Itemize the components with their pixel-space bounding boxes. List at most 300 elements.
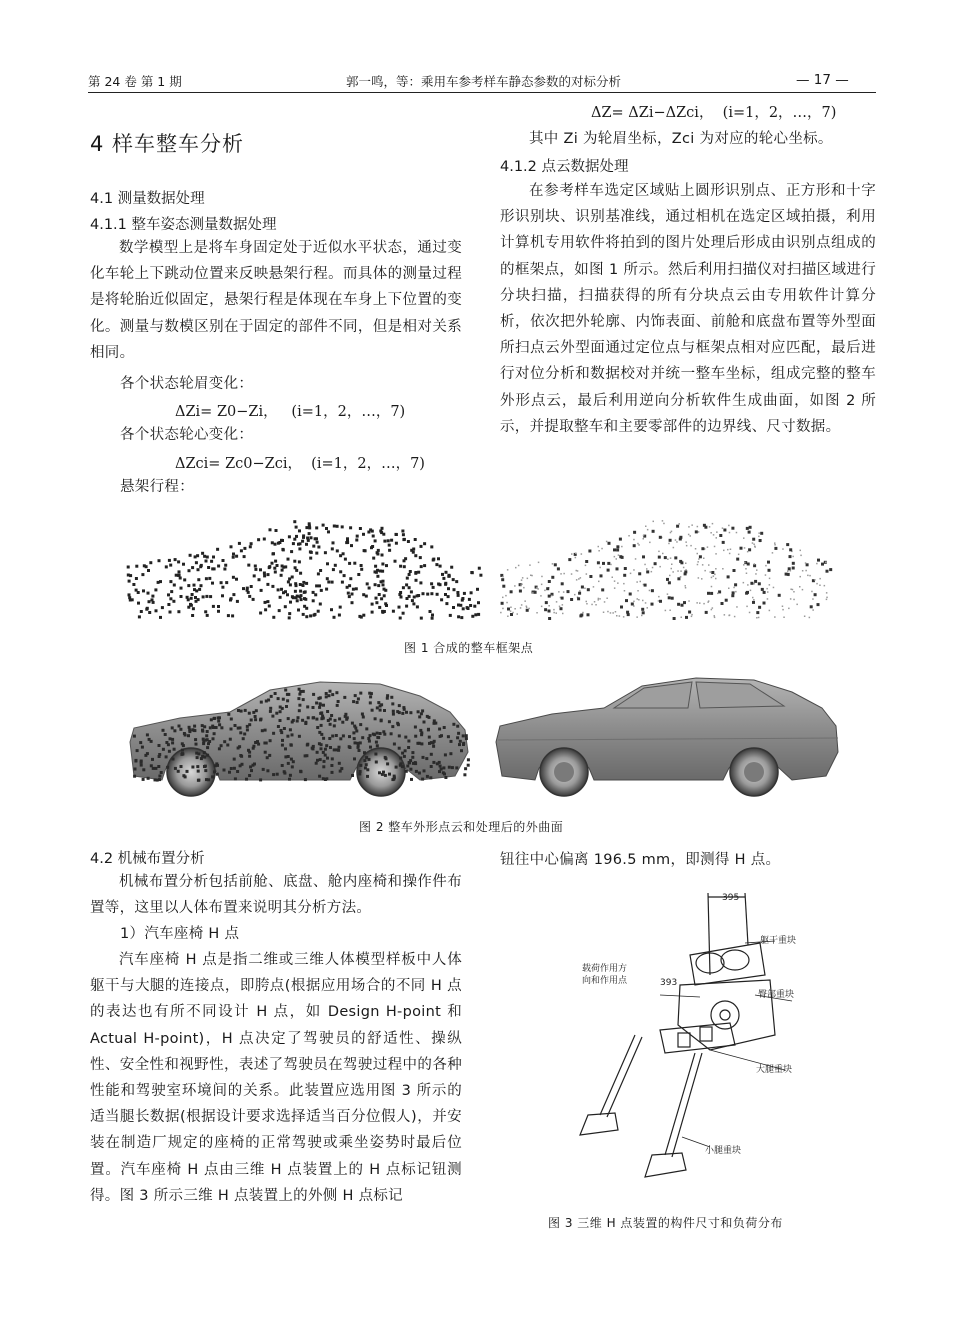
cloud-point	[166, 766, 169, 769]
frame-point	[190, 604, 193, 607]
frame-point	[412, 551, 415, 554]
cloud-point	[460, 749, 463, 752]
frame-point	[467, 607, 470, 610]
frame-point	[715, 568, 717, 570]
frame-point	[671, 564, 673, 566]
frame-point	[616, 567, 619, 570]
frame-point	[210, 560, 213, 563]
frame-point	[456, 591, 459, 594]
frame-point	[531, 575, 533, 577]
frame-point	[502, 597, 504, 599]
cloud-point	[283, 772, 286, 775]
frame-point	[670, 557, 672, 559]
frame-point	[457, 615, 460, 618]
frame-point	[789, 555, 792, 558]
frame-point	[452, 606, 455, 609]
frame-point	[178, 574, 181, 577]
frame-point	[651, 571, 653, 573]
frame-point	[408, 573, 411, 576]
cloud-point	[158, 744, 161, 747]
frame-point	[582, 612, 584, 614]
cloud-point	[359, 692, 362, 695]
frame-point	[351, 593, 354, 596]
frame-point	[633, 569, 635, 571]
cloud-point	[405, 770, 408, 773]
frame-point	[816, 563, 818, 565]
frame-point	[575, 553, 577, 555]
cloud-point	[181, 749, 184, 752]
frame-point	[268, 565, 271, 568]
cloud-point	[250, 719, 253, 722]
point-cloud-car	[130, 682, 470, 796]
frame-point	[560, 573, 562, 575]
frame-point	[296, 595, 299, 598]
section-4-1-title: 4.1 测量数据处理	[90, 191, 205, 207]
frame-point	[788, 567, 791, 570]
frame-point	[453, 588, 456, 591]
frame-point	[598, 550, 600, 552]
frame-point	[250, 542, 253, 545]
frame-point	[537, 588, 539, 590]
cloud-point	[206, 738, 209, 741]
cloud-point	[333, 724, 336, 727]
frame-point	[295, 535, 298, 538]
cloud-point	[254, 741, 257, 744]
thigh-weight-label: 大腿重块	[756, 1065, 793, 1075]
frame-point	[558, 591, 560, 593]
frame-point	[729, 553, 731, 555]
frame-point	[749, 612, 751, 614]
cloud-point	[336, 704, 339, 707]
cloud-point	[420, 712, 423, 715]
cloud-point	[439, 765, 442, 768]
cloud-point	[340, 767, 343, 770]
point-cloud-paragraph: 在参考样车选定区域贴上圆形识别点、正方形和十字形识别块、识别基准线，通过相机在选定区域拍摄，利用计算机专用软件将拍到的图片处理后形成由识别点组成的的框架点，如图 1 所示。然后利用扫描仪对扫描区域进行分块扫描，扫描获得的所有分块点云由专用软件计算分析，依次把外轮廓、内饰表面、前舱和底盘布置等外型面所扫点云外型面通过定位点与框架点相对应匹配，最后进行对位分析和数据校对并统一整车坐标，组成完整的整车外形点云，最后利用逆向分析软件生成曲面，如图 2 所示，并提取整车和主要零部件的边界线、尺寸数据。	[500, 183, 876, 435]
cloud-point	[415, 770, 418, 773]
cloud-point	[421, 709, 424, 712]
frame-point	[178, 570, 181, 573]
frame-point	[521, 579, 523, 581]
frame-point	[275, 529, 278, 532]
frame-point	[297, 609, 300, 612]
section-4-1-2-title: 4.1.2 点云数据处理	[500, 159, 629, 175]
frame-point	[618, 554, 620, 556]
frame-point	[599, 598, 601, 600]
cloud-point	[374, 753, 377, 756]
frame-point	[208, 577, 211, 580]
frame-point	[732, 591, 735, 594]
frame-point	[310, 551, 313, 554]
frame-point	[662, 520, 664, 522]
cloud-point	[455, 766, 458, 769]
cloud-point	[398, 704, 401, 707]
frame-point	[441, 573, 444, 576]
frame-point	[372, 557, 375, 560]
frame-point	[142, 589, 145, 592]
load-direction-label-1: 载荷作用方	[582, 964, 628, 974]
frame-point	[198, 588, 201, 591]
frame-point	[230, 545, 233, 548]
frame-point	[159, 616, 162, 619]
frame-point	[350, 544, 353, 547]
frame-point	[338, 614, 341, 617]
frame-point	[440, 598, 443, 601]
frame-point	[649, 590, 651, 592]
frame-point	[736, 558, 739, 561]
cloud-point	[411, 751, 414, 754]
cloud-point	[270, 695, 273, 698]
cloud-point	[218, 747, 221, 750]
frame-point	[658, 551, 660, 553]
cloud-point	[320, 717, 323, 720]
cloud-point	[319, 758, 322, 761]
frame-point	[718, 590, 721, 593]
cloud-point	[226, 744, 229, 747]
frame-point	[551, 576, 554, 579]
frame-point	[810, 605, 813, 608]
cloud-point	[187, 734, 190, 737]
cloud-point	[284, 689, 287, 692]
frame-point	[561, 582, 564, 585]
cloud-point	[352, 700, 355, 703]
cloud-point	[242, 737, 245, 740]
frame-point	[616, 549, 619, 552]
frame-point	[619, 538, 622, 541]
frame-point	[703, 524, 706, 527]
frame-point	[374, 583, 377, 586]
cloud-point	[463, 773, 466, 776]
frame-point	[793, 591, 795, 593]
cloud-point	[365, 763, 368, 766]
cloud-point	[346, 716, 349, 719]
cloud-point	[364, 767, 367, 770]
frame-point	[688, 600, 690, 602]
frame-point	[403, 559, 406, 562]
frame-point	[235, 578, 238, 581]
cloud-point	[140, 761, 143, 764]
cloud-point	[201, 755, 204, 758]
frame-point	[308, 522, 311, 525]
cloud-point	[213, 770, 216, 773]
frame-point	[638, 599, 640, 601]
suspension-label: 悬架行程：	[120, 479, 194, 495]
frame-point	[580, 614, 583, 617]
cloud-point	[298, 688, 301, 691]
frame-point	[744, 562, 746, 564]
frame-point	[342, 552, 345, 555]
frame-point	[598, 598, 600, 600]
frame-point	[710, 592, 713, 595]
cloud-point	[320, 724, 323, 727]
frame-point	[225, 581, 228, 584]
cloud-point	[405, 711, 408, 714]
cloud-point	[467, 764, 470, 767]
frame-point	[201, 552, 204, 555]
frame-point	[268, 605, 271, 608]
cloud-point	[197, 779, 200, 782]
frame-point	[723, 529, 726, 532]
frame-point	[315, 537, 318, 540]
frame-point	[577, 570, 579, 572]
cloud-point	[230, 728, 233, 731]
frame-point	[408, 586, 411, 589]
frame-point	[129, 574, 132, 577]
frame-point	[514, 585, 516, 587]
frame-point	[253, 574, 256, 577]
frame-point	[333, 616, 336, 619]
frame-point	[754, 546, 756, 548]
cloud-point	[390, 732, 393, 735]
frame-point	[217, 605, 220, 608]
frame-point	[263, 574, 266, 577]
frame-point	[271, 562, 274, 565]
frame-point	[187, 606, 190, 609]
cloud-point	[430, 753, 433, 756]
frame-point	[769, 610, 771, 612]
frame-point	[633, 539, 635, 541]
cloud-point	[318, 775, 321, 778]
cloud-point	[357, 744, 360, 747]
cloud-point	[213, 732, 216, 735]
frame-point	[197, 578, 200, 581]
frame-point	[351, 601, 354, 604]
frame-point	[316, 541, 319, 544]
frame-point	[800, 555, 802, 557]
frame-point	[423, 564, 426, 567]
cloud-point	[179, 728, 182, 731]
figure-3-h-point-device	[560, 885, 830, 1200]
frame-point	[721, 602, 724, 605]
frame-point	[297, 543, 300, 546]
frame-point	[293, 520, 296, 523]
frame-point	[206, 556, 209, 559]
frame-point	[553, 612, 555, 614]
frame-point	[326, 562, 329, 565]
frame-point	[722, 568, 724, 570]
frame-point	[287, 558, 290, 561]
cloud-point	[140, 764, 143, 767]
frame-point	[696, 602, 698, 604]
frame-point	[711, 609, 713, 611]
cloud-point	[391, 702, 394, 705]
frame-point	[127, 566, 130, 569]
frame-point	[610, 564, 612, 566]
frame-point	[671, 568, 673, 570]
frame-point	[727, 549, 729, 551]
cloud-point	[213, 717, 216, 720]
frame-point	[578, 578, 580, 580]
cloud-point	[374, 717, 377, 720]
frame-point	[633, 531, 636, 534]
frame-point	[679, 523, 681, 525]
frame-point	[787, 570, 789, 572]
frame-point	[294, 566, 297, 569]
frame-point	[271, 585, 274, 588]
frame-point	[552, 563, 554, 565]
cloud-point	[428, 742, 431, 745]
cloud-point	[452, 723, 455, 726]
cloud-point	[269, 739, 272, 742]
frame-point	[758, 582, 761, 585]
frame-point	[273, 567, 276, 570]
cloud-point	[292, 760, 295, 763]
frame-point	[544, 608, 547, 611]
frame-point	[128, 593, 131, 596]
frame-point	[563, 591, 565, 593]
cloud-point	[312, 706, 315, 709]
load-direction-label-2: 向和作用点	[582, 976, 628, 986]
frame-point	[691, 614, 693, 616]
frame-point	[746, 591, 749, 594]
cloud-point	[298, 704, 301, 707]
frame-point	[733, 569, 736, 572]
frame-point	[247, 564, 250, 567]
frame-point	[699, 555, 702, 558]
frame-point	[348, 562, 351, 565]
cloud-point	[206, 746, 209, 749]
cloud-point	[154, 767, 157, 770]
cloud-point	[265, 700, 268, 703]
frame-point	[205, 595, 208, 598]
frame-point	[765, 574, 767, 576]
frame-point	[817, 559, 820, 562]
frame-point	[670, 532, 672, 534]
frame-point	[383, 610, 386, 613]
cloud-point	[298, 709, 301, 712]
frame-point	[804, 616, 806, 618]
cloud-point	[211, 775, 214, 778]
frame-point	[238, 542, 241, 545]
frame-point	[636, 616, 638, 618]
cloud-point	[411, 756, 414, 759]
frame-point	[681, 604, 684, 607]
frame-point	[551, 595, 553, 597]
cloud-point	[457, 732, 460, 735]
frame-point	[381, 527, 384, 530]
cloud-point	[456, 725, 459, 728]
frame-point	[312, 591, 315, 594]
frame-point	[679, 560, 682, 563]
frame-point	[685, 569, 687, 571]
frame-point	[301, 540, 304, 543]
frame-point	[402, 612, 405, 615]
frame-point	[147, 569, 150, 572]
cloud-point	[183, 732, 186, 735]
frame-point	[774, 544, 776, 546]
frame-point	[811, 591, 813, 593]
frame-point	[663, 523, 665, 525]
cloud-point	[357, 697, 360, 700]
frame-point	[302, 534, 305, 537]
cloud-point	[462, 734, 465, 737]
frame-point	[645, 602, 647, 604]
frame-point	[169, 611, 172, 614]
cloud-point	[432, 761, 435, 764]
frame-point	[205, 577, 208, 580]
h-point-continuation: 钮往中心偏离 196.5 mm，即测得 H 点。	[500, 852, 781, 868]
frame-point	[445, 602, 448, 605]
cloud-point	[237, 709, 240, 712]
cloud-point	[432, 745, 435, 748]
frame-point	[382, 580, 385, 583]
frame-point	[675, 539, 677, 541]
frame-point	[431, 614, 434, 617]
frame-point	[300, 594, 303, 597]
frame-point	[254, 565, 257, 568]
frame-point	[668, 596, 671, 599]
frame-point	[809, 617, 811, 619]
frame-point	[381, 554, 384, 557]
cloud-point	[259, 778, 262, 781]
frame-point	[766, 588, 768, 590]
frame-point	[179, 577, 182, 580]
frame-point	[701, 547, 704, 550]
frame-point	[680, 570, 682, 572]
frame-point	[601, 548, 603, 550]
cloud-point	[398, 734, 401, 737]
frame-point	[334, 564, 337, 567]
frame-point	[754, 580, 757, 583]
frame-point	[562, 613, 564, 615]
frame-point	[263, 572, 266, 575]
frame-point	[585, 565, 587, 567]
frame-point	[548, 617, 551, 620]
frame-point	[805, 570, 807, 572]
cloud-point	[169, 737, 172, 740]
cloud-point	[272, 732, 275, 735]
frame-point	[638, 572, 641, 575]
frame-point	[646, 570, 649, 573]
h-point-paragraph: 汽车座椅 H 点是指二维或三维人体模型样板中人体躯干与大腿的连接点，即胯点(根据应用场合的不同 H 点的表达也有所不同设计 H 点，如 Design H-point 和 Actual H-point)，H 点决定了驾驶员的舒适性、操纵性、安全性和视野性，表述了驾驶员在驾驶过程中的各种性能和驾驶室环境间的关系。此装置应选用图 3 所示的适当腿长数据(根据设计要求选择适当百分位假人)，并安装在制造厂规定的座椅的正常驾驶或乘坐姿势时最后位置。汽车座椅 H 点由三维 H 点装置上的 H 点标记钮测得。图 3 所示三维 H 点装置上的外侧 H 点标记	[90, 952, 462, 1204]
figure-1-caption: 图 1 合成的整车框架点	[404, 641, 534, 655]
frame-point	[413, 596, 416, 599]
frame-point	[359, 527, 362, 530]
frame-point	[652, 567, 654, 569]
frame-point	[505, 595, 507, 597]
frame-point	[317, 610, 320, 613]
cloud-point	[338, 762, 341, 765]
frame-point	[548, 610, 551, 613]
frame-point	[281, 565, 284, 568]
cloud-point	[287, 717, 290, 720]
cloud-point	[462, 742, 465, 745]
frame-point	[607, 569, 610, 572]
frame-point	[606, 598, 608, 600]
cloud-point	[438, 761, 441, 764]
frame-point	[295, 526, 298, 529]
frame-point	[536, 612, 538, 614]
frame-point	[308, 526, 311, 529]
frame-point	[468, 598, 471, 601]
frame-point	[177, 560, 180, 563]
cloud-point	[289, 774, 292, 777]
cloud-point	[418, 772, 421, 775]
cloud-point	[227, 713, 230, 716]
frame-point	[266, 600, 269, 603]
cloud-point	[343, 696, 346, 699]
cloud-point	[196, 756, 199, 759]
cloud-point	[177, 770, 180, 773]
cloud-point	[355, 730, 358, 733]
frame-point	[734, 616, 736, 618]
frame-point	[314, 613, 317, 616]
frame-point	[439, 565, 442, 568]
frame-point	[339, 606, 342, 609]
frame-point	[191, 593, 194, 596]
frame-point	[584, 588, 586, 590]
frame-point	[447, 595, 450, 598]
frame-point	[612, 612, 614, 614]
